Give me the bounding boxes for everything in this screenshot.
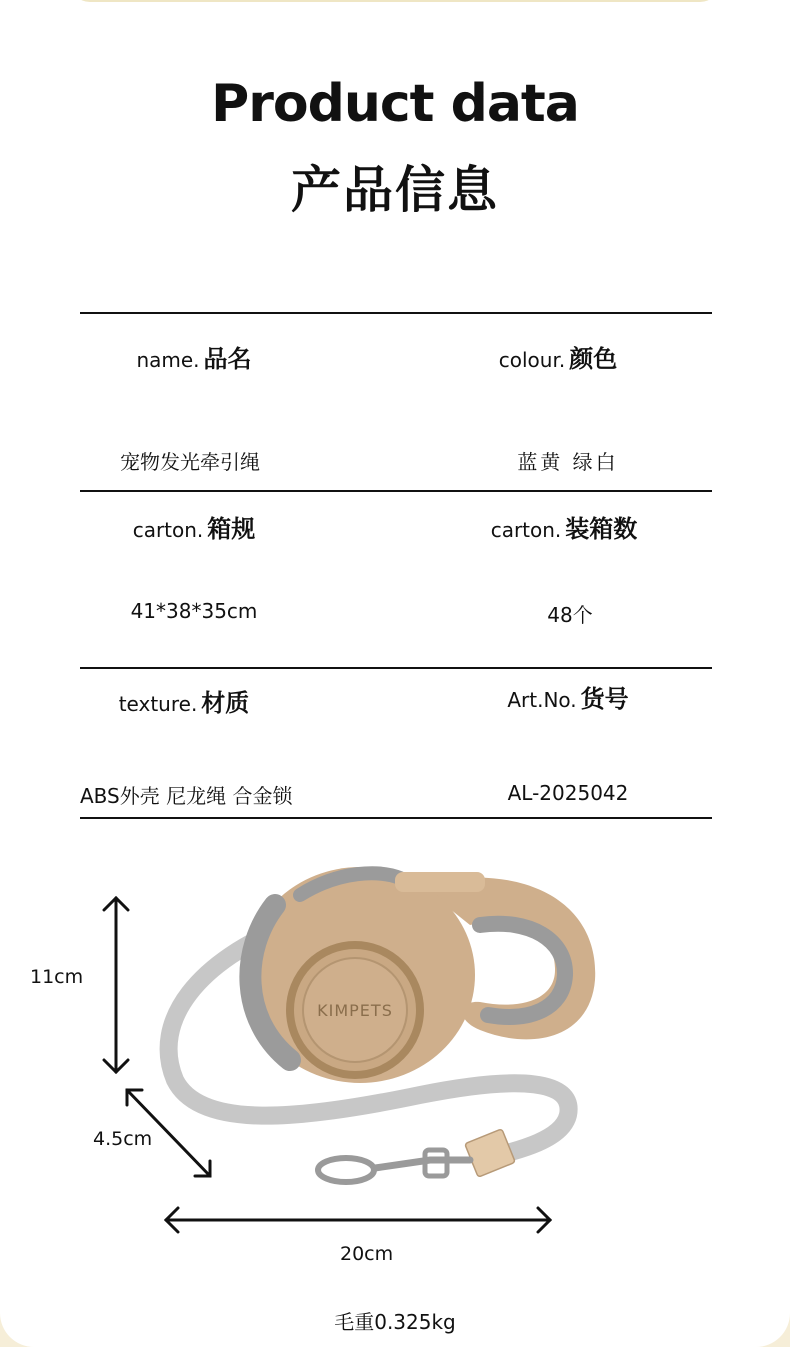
spec-texture-label-en: texture.	[118, 692, 198, 716]
brake-button	[395, 872, 485, 892]
height-arrow	[104, 898, 128, 1072]
spec-texture-value: ABS外壳 尼龙绳 合金锁	[80, 784, 293, 808]
spec-name-label-en: name.	[136, 348, 200, 372]
spec-art-no-label-zh: 货号	[580, 685, 629, 713]
brand-logo: KIMPETS	[317, 1001, 393, 1020]
gross-weight: 毛重0.325kg	[334, 1310, 456, 1334]
spec-texture-label-zh: 材质	[201, 689, 250, 717]
spec-carton-qty-value: 48个	[547, 603, 593, 627]
spec-art-no-label-en: Art.No.	[507, 688, 577, 712]
spec-art-no-value: AL-2025042	[507, 781, 629, 805]
spec-name-value: 宠物发光牵引绳	[120, 450, 260, 474]
spec-carton-size-label-en: carton.	[132, 518, 204, 542]
length-arrow	[166, 1208, 550, 1232]
spec-colour-value: 蓝黄 绿白	[517, 450, 619, 474]
spec-colour-label-en: colour.	[498, 348, 566, 372]
snap-hook	[318, 1129, 515, 1182]
dimension-length: 20cm	[340, 1243, 394, 1265]
spec-carton-qty-label-zh: 装箱数	[565, 515, 638, 543]
spec-name-label-zh: 品名	[203, 345, 252, 373]
spec-carton-size-label-zh: 箱规	[207, 515, 256, 543]
page-title-en: Product data	[211, 74, 579, 134]
dimension-depth: 4.5cm	[93, 1128, 153, 1150]
spec-colour-label-zh: 颜色	[569, 345, 618, 373]
spec-carton-size-value: 41*38*35cm	[130, 599, 258, 623]
dimension-height: 11cm	[30, 966, 84, 988]
page-title-zh: 产品信息	[291, 161, 499, 219]
spec-carton-qty-label-en: carton.	[490, 518, 562, 542]
